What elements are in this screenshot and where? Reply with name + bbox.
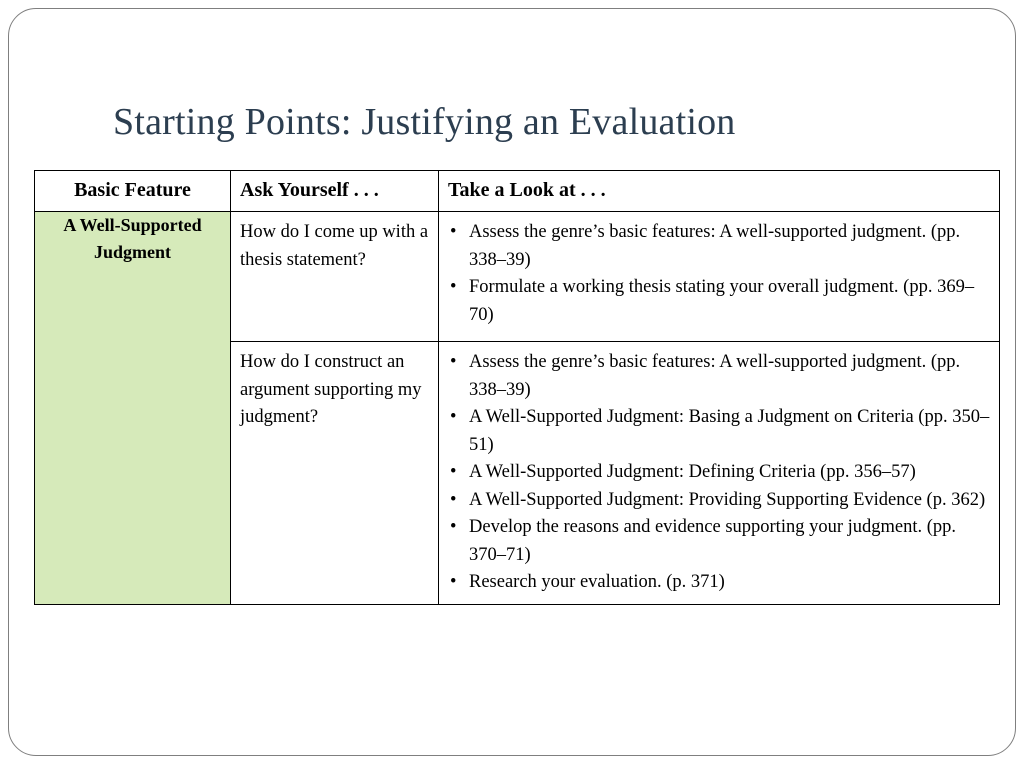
bullet-icon: • xyxy=(450,352,457,372)
bullet-icon: • xyxy=(450,277,457,297)
resource-item xyxy=(448,487,990,515)
header-ask-yourself: Ask Yourself . . . xyxy=(231,171,439,212)
resource-item xyxy=(448,219,990,274)
resources-cell xyxy=(439,342,1000,605)
evaluation-table xyxy=(34,170,1000,605)
resource-text: A Well-Supported Judgment: Providing Supporting Evidence (p. 362) xyxy=(469,489,986,510)
table-row xyxy=(35,212,1000,342)
bullet-icon: • xyxy=(450,462,457,482)
table-header-row xyxy=(35,171,1000,212)
question-cell: How do I construct an argument supporting my judgment? xyxy=(231,342,439,605)
resource-item xyxy=(448,274,990,329)
header-take-a-look: Take a Look at . . . xyxy=(439,171,1000,212)
slide-title: Starting Points: Justifying an Evaluation xyxy=(113,101,736,143)
resource-item xyxy=(448,349,990,404)
resource-text: Assess the genre’s basic features: A well-supported judgment. (pp. 338–39) xyxy=(469,352,961,400)
resource-text: Formulate a working thesis stating your overall judgment. (pp. 369–70) xyxy=(469,277,975,325)
resource-item xyxy=(448,404,990,459)
bullet-icon: • xyxy=(450,517,457,537)
resource-item xyxy=(448,459,990,487)
resource-text: Research your evaluation. (p. 371) xyxy=(469,572,725,592)
resource-list xyxy=(448,219,990,329)
bullet-icon: • xyxy=(450,572,457,592)
resource-text: Develop the reasons and evidence supporting your judgment. (pp. 370–71) xyxy=(469,517,957,565)
resources-cell xyxy=(439,212,1000,342)
resource-text: Assess the genre’s basic features: A well-supported judgment. (pp. 338–39) xyxy=(469,222,961,270)
resource-list xyxy=(448,349,990,597)
question-cell: How do I come up with a thesis statement? xyxy=(231,212,439,342)
bullet-icon: • xyxy=(450,489,457,510)
bullet-icon: • xyxy=(450,222,457,242)
feature-cell: A Well-Supported Judgment xyxy=(35,212,231,605)
bullet-icon: • xyxy=(450,407,457,427)
header-basic-feature: Basic Feature xyxy=(35,171,231,212)
resource-text: A Well-Supported Judgment: Basing a Judgment on Criteria (pp. 350–51) xyxy=(469,407,990,455)
resource-item xyxy=(448,514,990,569)
resource-text: A Well-Supported Judgment: Defining Criteria (pp. 356–57) xyxy=(469,462,916,482)
resource-item xyxy=(448,569,990,597)
